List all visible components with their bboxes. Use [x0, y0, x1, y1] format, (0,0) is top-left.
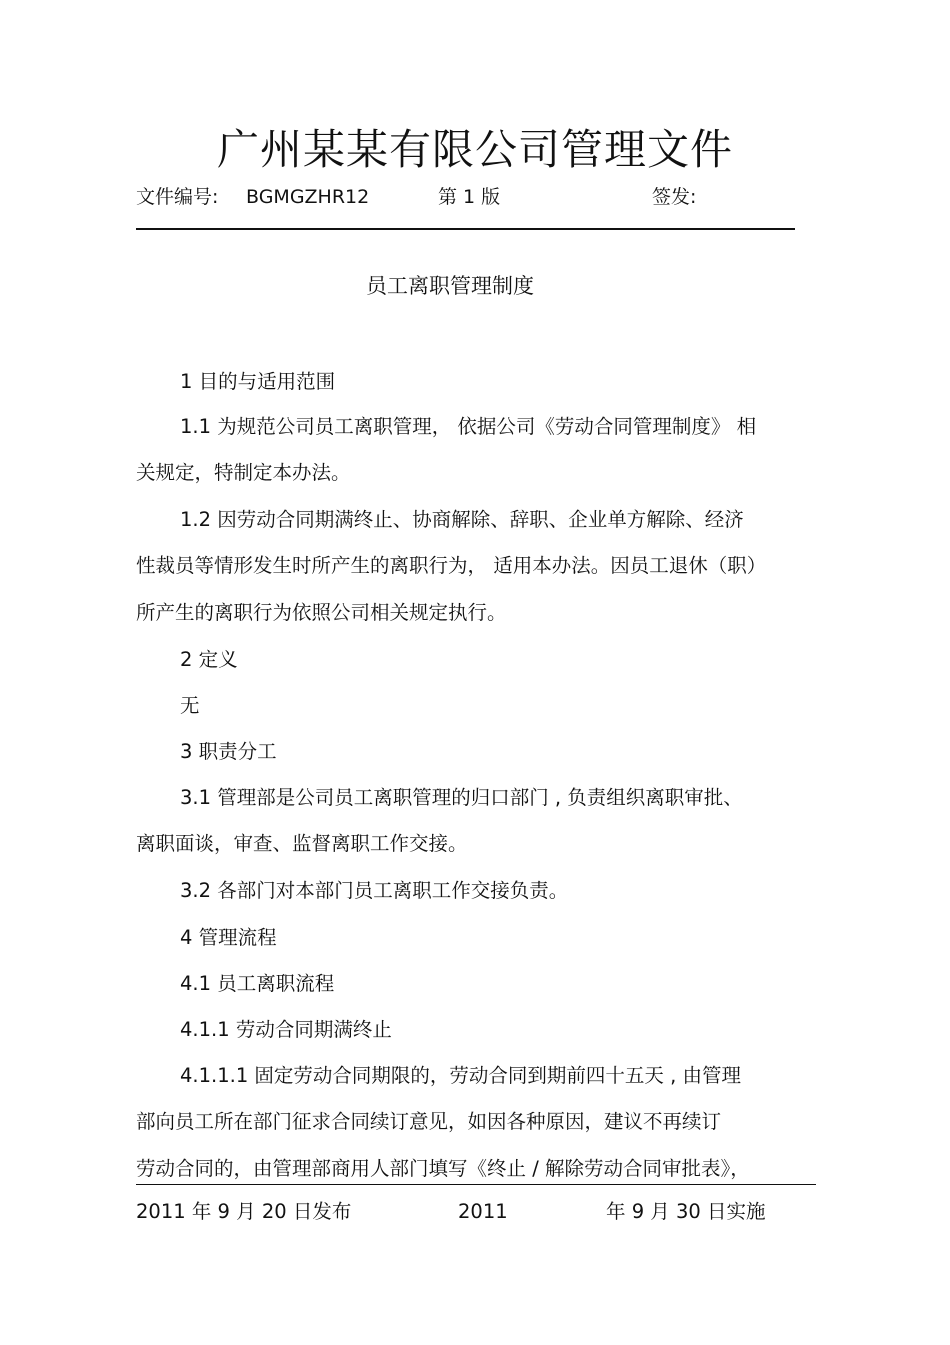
subsection-heading: 4.1 员工离职流程 — [180, 972, 335, 995]
paragraph-line: 1.1 为规范公司员工离职管理， 依据公司《劳动合同管理制度》 相 — [180, 415, 757, 438]
issuer-label: 签发: — [652, 186, 697, 208]
version-label: 第 1 版 — [438, 186, 501, 208]
paragraph-line: 部向员工所在部门征求合同续订意见，如因各种原因，建议不再续订 — [136, 1110, 722, 1133]
subsection-heading: 4.1.1 劳动合同期满终止 — [180, 1018, 392, 1041]
doc-number: BGMGZHR12 — [246, 186, 370, 208]
paragraph-line: 所产生的离职行为依照公司相关规定执行。 — [136, 601, 507, 624]
issue-date: 2011 年 9 月 20 日发布 — [136, 1200, 352, 1223]
paragraph-line: 关规定，特制定本办法。 — [136, 461, 351, 484]
paragraph-line: 1.2 因劳动合同期满终止、协商解除、辞职、企业单方解除、经济 — [180, 508, 744, 531]
effective-year: 2011 — [458, 1200, 508, 1223]
section-heading: 3 职责分工 — [180, 740, 277, 763]
regulation-title: 员工离职管理制度 — [366, 274, 534, 298]
paragraph-line: 无 — [180, 694, 200, 717]
section-heading: 4 管理流程 — [180, 926, 277, 949]
section-heading: 1 目的与适用范围 — [180, 370, 336, 393]
document-main-title: 广州某某有限公司管理文件 — [216, 125, 733, 174]
effective-date: 年 9 月 30 日实施 — [606, 1200, 766, 1223]
paragraph-line: 离职面谈，审查、监督离职工作交接。 — [136, 832, 468, 855]
paragraph-line: 3.2 各部门对本部门员工离职工作交接负责。 — [180, 879, 569, 902]
paragraph-line: 4.1.1.1 固定劳动合同期限的，劳动合同到期前四十五天 , 由管理 — [180, 1064, 742, 1087]
header-divider — [136, 228, 795, 230]
paragraph-line: 3.1 管理部是公司员工离职管理的归口部门 , 负责组织离职审批、 — [180, 786, 743, 809]
footer-divider — [136, 1184, 816, 1185]
doc-number-label: 文件编号: — [136, 186, 219, 208]
paragraph-line: 性裁员等情形发生时所产生的离职行为， 适用本办法。因员工退休（职） — [136, 554, 767, 577]
section-heading: 2 定义 — [180, 648, 238, 671]
paragraph-line: 劳动合同的，由管理部商用人部门填写《终止 / 解除劳动合同审批表》， — [136, 1157, 750, 1180]
